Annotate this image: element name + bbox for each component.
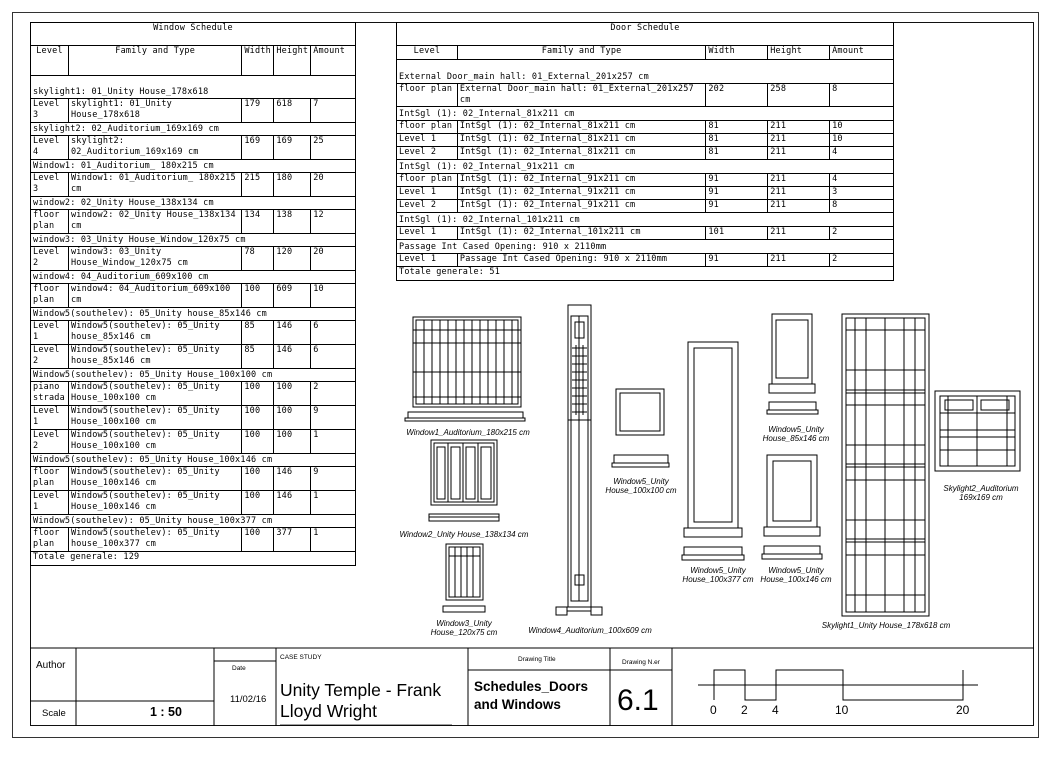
row-amount: 7 — [311, 99, 356, 123]
row-width: 85 — [242, 321, 274, 345]
row-family-type: Window5(southelev): 05_Unity House_100x146 cm — [68, 467, 241, 491]
row-amount: 20 — [311, 247, 356, 271]
row-height: 211 — [768, 200, 830, 213]
row-height: 100 — [274, 406, 311, 430]
row-height: 146 — [274, 467, 311, 491]
skylight2-label: Skylight2_Auditorium 169x169 cm — [943, 484, 1019, 502]
row-family-type: External Door_main hall: 01_External_201x257 cm — [457, 84, 705, 107]
window-schedule-total: Totale generale: 129 — [31, 552, 356, 566]
window-schedule-group-header: Window5(southelev): 05_Unity House_100x146 cm — [31, 454, 356, 467]
row-width: 91 — [706, 187, 768, 200]
door-schedule-header-height: Height — [768, 46, 830, 60]
row-level: piano strada — [31, 382, 69, 406]
row-amount: 10 — [830, 121, 894, 134]
drawing-title-label: Drawing Title — [518, 656, 556, 663]
window-schedule-group-header: window3: 03_Unity House_Window_120x75 cm — [31, 234, 356, 247]
row-height: 138 — [274, 210, 311, 234]
door-schedule-header-amount: Amount — [830, 46, 894, 60]
row-height: 120 — [274, 247, 311, 271]
door-schedule-header-width: Width — [706, 46, 768, 60]
row-height: 211 — [768, 174, 830, 187]
row-amount: 20 — [311, 173, 356, 197]
row-amount: 2 — [830, 254, 894, 267]
row-family-type: Window1: 01_Auditorium_ 180x215 cm — [68, 173, 241, 197]
row-amount: 3 — [830, 187, 894, 200]
row-height: 211 — [768, 134, 830, 147]
row-height: 146 — [274, 321, 311, 345]
row-level: Level 1 — [397, 254, 458, 267]
row-height: 100 — [274, 430, 311, 454]
window5-100x146-label: Window5_Unity House_100x146 cm — [760, 566, 832, 584]
door-schedule-group-header: Passage Int Cased Opening: 910 x 2110mm — [397, 240, 894, 254]
row-level: floor plan — [31, 467, 69, 491]
drawing-number: 6.1 — [617, 684, 659, 717]
row-family-type: skylight1: 01_Unity House_178x618 — [68, 99, 241, 123]
row-height: 100 — [274, 382, 311, 406]
row-family-type: Window5(southelev): 05_Unity House_100x100 cm — [68, 382, 241, 406]
row-amount: 9 — [311, 467, 356, 491]
row-height: 146 — [274, 491, 311, 515]
project-title: Unity Temple - Frank Lloyd Wright — [280, 680, 442, 721]
row-width: 100 — [242, 430, 274, 454]
row-family-type: IntSgl (1): 02_Internal_81x211 cm — [457, 121, 705, 134]
scale-value: 1 : 50 — [150, 705, 182, 719]
row-family-type: IntSgl (1): 02_Internal_91x211 cm — [457, 174, 705, 187]
row-family-type: window2: 02_Unity House_138x134 cm — [68, 210, 241, 234]
row-height: 377 — [274, 528, 311, 552]
window4-label: Window4_Auditorium_100x609 cm — [528, 626, 652, 635]
row-width: 134 — [242, 210, 274, 234]
row-level: floor plan — [397, 121, 458, 134]
row-family-type: skylight2: 02_Auditorium_169x169 cm — [68, 136, 241, 160]
row-family-type: Window5(southelev): 05_Unity house_85x146 cm — [68, 321, 241, 345]
row-height: 180 — [274, 173, 311, 197]
row-family-type: IntSgl (1): 02_Internal_81x211 cm — [457, 147, 705, 160]
row-level: Level 1 — [31, 491, 69, 515]
row-height: 169 — [274, 136, 311, 160]
door-schedule-total: Totale generale: 51 — [397, 267, 894, 281]
row-width: 100 — [242, 528, 274, 552]
row-family-type: IntSgl (1): 02_Internal_81x211 cm — [457, 134, 705, 147]
row-amount: 8 — [830, 200, 894, 213]
row-amount: 8 — [830, 84, 894, 107]
row-width: 91 — [706, 200, 768, 213]
row-level: Level 3 — [31, 173, 69, 197]
window-schedule-group-header: Window1: 01_Auditorium_ 180x215 cm — [31, 160, 356, 173]
row-width: 100 — [242, 284, 274, 308]
row-family-type: Window5(southelev): 05_Unity House_100x100 cm — [68, 406, 241, 430]
door-schedule-group-header: IntSgl (1): 02_Internal_81x211 cm — [397, 107, 894, 121]
row-family-type: Passage Int Cased Opening: 910 x 2110mm — [457, 254, 705, 267]
door-schedule-group-header: External Door_main hall: 01_External_201x257 cm — [397, 60, 894, 84]
row-amount: 6 — [311, 345, 356, 369]
window-schedule-group-header: window4: 04_Auditorium_609x100 cm — [31, 271, 356, 284]
row-level: floor plan — [397, 174, 458, 187]
row-family-type: Window5(southelev): 05_Unity house_100x377 cm — [68, 528, 241, 552]
row-width: 215 — [242, 173, 274, 197]
row-height: 258 — [768, 84, 830, 107]
row-width: 100 — [242, 382, 274, 406]
row-width: 78 — [242, 247, 274, 271]
door-schedule-header-family-type: Family and Type — [457, 46, 705, 60]
window-schedule-group-header: window2: 02_Unity House_138x134 cm — [31, 197, 356, 210]
row-level: Level 2 — [397, 200, 458, 213]
row-amount: 4 — [830, 174, 894, 187]
window-schedule-title: Window Schedule — [31, 23, 356, 46]
scale-tick-10: 10 — [835, 703, 849, 717]
row-width: 81 — [706, 134, 768, 147]
row-amount: 1 — [311, 491, 356, 515]
row-level: Level 1 — [397, 187, 458, 200]
row-level: Level 1 — [397, 227, 458, 240]
scale-tick-4: 4 — [772, 703, 779, 717]
skylight1-label: Skylight1_Unity House_178x618 cm — [821, 621, 951, 630]
row-family-type: IntSgl (1): 02_Internal_91x211 cm — [457, 200, 705, 213]
door-schedule-group-header: IntSgl (1): 02_Internal_101x211 cm — [397, 213, 894, 227]
row-height: 211 — [768, 187, 830, 200]
door-schedule-header-level: Level — [397, 46, 458, 60]
door-schedule-group-header: IntSgl (1): 02_Internal_91x211 cm — [397, 160, 894, 174]
row-level: Level 2 — [31, 345, 69, 369]
row-level: floor plan — [397, 84, 458, 107]
window5-100x100-label: Window5_Unity House_100x100 cm — [605, 477, 677, 495]
row-family-type: Window5(southelev): 05_Unity House_100x100 cm — [68, 430, 241, 454]
date-label: Date — [232, 665, 246, 672]
row-family-type: Window5(southelev): 05_Unity house_85x146 cm — [68, 345, 241, 369]
row-height: 211 — [768, 121, 830, 134]
window-schedule-header-amount: Amount — [311, 46, 356, 76]
case-study-label: CASE STUDY — [280, 654, 322, 661]
row-width: 85 — [242, 345, 274, 369]
window-schedule-group-header: skylight1: 01_Unity House_178x618 — [31, 76, 356, 99]
window-schedule-group-header: Window5(southelev): 05_Unity House_100x100 cm — [31, 369, 356, 382]
row-height: 211 — [768, 227, 830, 240]
row-amount: 25 — [311, 136, 356, 160]
row-level: floor plan — [31, 284, 69, 308]
row-height: 146 — [274, 345, 311, 369]
row-height: 211 — [768, 254, 830, 267]
row-amount: 10 — [830, 134, 894, 147]
window-schedule-group-header: Window5(southelev): 05_Unity house_85x146 cm — [31, 308, 356, 321]
row-level: floor plan — [31, 528, 69, 552]
row-level: floor plan — [31, 210, 69, 234]
scale-label: Scale — [42, 708, 66, 719]
row-width: 100 — [242, 467, 274, 491]
row-amount: 12 — [311, 210, 356, 234]
row-amount: 10 — [311, 284, 356, 308]
row-height: 609 — [274, 284, 311, 308]
row-amount: 1 — [311, 430, 356, 454]
drawing-number-label: Drawing N.er — [622, 659, 660, 666]
window5-100x377-label: Window5_Unity House_100x377 cm — [682, 566, 754, 584]
row-family-type: IntSgl (1): 02_Internal_101x211 cm — [457, 227, 705, 240]
row-family-type: window4: 04_Auditorium_609x100 cm — [68, 284, 241, 308]
row-family-type: window3: 03_Unity House_Window_120x75 cm — [68, 247, 241, 271]
scale-tick-0: 0 — [710, 703, 717, 717]
window2-label: Window2_Unity House_138x134 cm — [399, 530, 529, 539]
row-width: 100 — [242, 406, 274, 430]
row-width: 91 — [706, 254, 768, 267]
row-width: 202 — [706, 84, 768, 107]
author-label: Author — [36, 660, 66, 671]
row-level: Level 2 — [31, 247, 69, 271]
row-amount: 9 — [311, 406, 356, 430]
scale-tick-20: 20 — [956, 703, 970, 717]
row-width: 179 — [242, 99, 274, 123]
window-schedule-header-level: Level — [31, 46, 69, 76]
scale-tick-2: 2 — [741, 703, 748, 717]
row-width: 169 — [242, 136, 274, 160]
row-amount: 6 — [311, 321, 356, 345]
window3-label: Window3_Unity House_120x75 cm — [430, 619, 498, 637]
window-schedule-group-header: Window5(southelev): 05_Unity house_100x377 cm — [31, 515, 356, 528]
date-value: 11/02/16 — [230, 694, 267, 705]
row-level: Level 2 — [31, 430, 69, 454]
row-family-type: Window5(southelev): 05_Unity House_100x146 cm — [68, 491, 241, 515]
drawing-title: Schedules_Doors and Windows — [474, 679, 589, 712]
row-amount: 2 — [311, 382, 356, 406]
row-width: 100 — [242, 491, 274, 515]
window-schedule-header-height: Height — [274, 46, 311, 76]
window1-label: Window1_Auditorium_180x215 cm — [406, 428, 530, 437]
window-schedule-group-header: skylight2: 02_Auditorium_169x169 cm — [31, 123, 356, 136]
row-amount: 1 — [311, 528, 356, 552]
row-family-type: IntSgl (1): 02_Internal_91x211 cm — [457, 187, 705, 200]
row-level: Level 1 — [31, 406, 69, 430]
row-level: Level 1 — [397, 134, 458, 147]
row-level: Level 3 — [31, 99, 69, 123]
window-schedule-header-family-type: Family and Type — [68, 46, 241, 76]
row-height: 618 — [274, 99, 311, 123]
row-level: Level 1 — [31, 321, 69, 345]
row-amount: 2 — [830, 227, 894, 240]
window-schedule-header-width: Width — [242, 46, 274, 76]
row-level: Level 4 — [31, 136, 69, 160]
door-schedule-title: Door Schedule — [397, 23, 894, 46]
row-width: 101 — [706, 227, 768, 240]
row-amount: 4 — [830, 147, 894, 160]
row-width: 91 — [706, 174, 768, 187]
row-level: Level 2 — [397, 147, 458, 160]
window5-85x146-label: Window5_Unity House_85x146 cm — [762, 425, 830, 443]
row-height: 211 — [768, 147, 830, 160]
row-width: 81 — [706, 147, 768, 160]
row-width: 81 — [706, 121, 768, 134]
